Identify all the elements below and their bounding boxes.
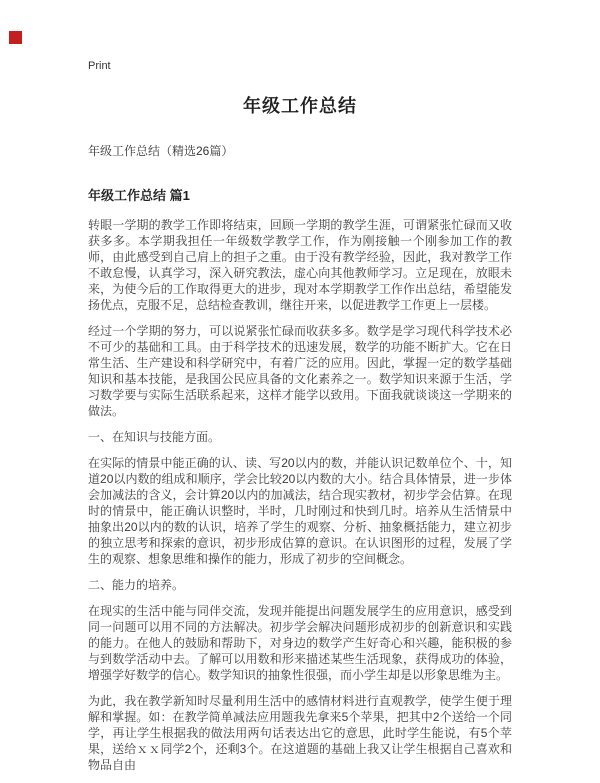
section-heading: 年级工作总结 篇1 [88, 188, 190, 203]
paragraph: 经过一个学期的努力，可以说紧张忙碌而收获多多。数学是学习现代科学技术必不可少的基础和工具。由于科学技术的迅速发展，数学的功能不断扩大。它在日常生活、生产建设和科学研究中，有着广泛的应用。因此，掌握一定的数学基础知识和基本技能，是我国公民应具备的文化素养之一。数学知识来源于生活，学习数学要与实际生活联系起来，这样才能学以致用。下面我就谈谈这一学期来的做法。 [88, 324, 512, 418]
page-subtitle: 年级工作总结（精选26篇） [88, 144, 234, 158]
article-content [88, 92, 512, 783]
subheading-knowledge-skills: 一、在知识与技能方面。 [88, 430, 221, 444]
page-title: 年级工作总结 [243, 96, 357, 116]
paragraph: 在现实的生活中能与同伴交流，发现并能提出问题发展学生的应用意识，感受到同一问题可以用不同的方法解决。初步学会解决问题形成初步的创新意识和实践的能力。在他人的鼓励和帮助下，对身边的数学产生好奇心和兴趣，能积极的参与到数学活动中去。了解可以用数和形来描述某些生活现象，获得成功的体验，增强学好数学的信心。数学知识的抽象性很强，而小学生却是以形象思维为主。 [88, 604, 512, 682]
site-logo-icon [9, 31, 22, 44]
paragraph: 为此，我在教学新知时尽量利用生活中的感情材料进行直观教学，使学生便于理解和掌握。如：在教学简单减法应用题我先拿来5个苹果，把其中2个送给一个同学，再让学生根据我的做法用两句话表达出它的意思，此时学生能说，有5个苹果，送给ｘｘ同学2个，还剩3个。在这道题的基础上我又让学生根据自己喜欢和物品自由 [88, 694, 512, 772]
subheading-ability-training: 二、能力的培养。 [88, 578, 185, 592]
paragraph: 在实际的情景中能正确的认、读、写20以内的数，并能认识记数单位个、十，知道20以内数的组成和顺序，学会比较20以内数的大小。结合具体情景，进一步体会加减法的含义，会计算20以内的加减法，结合现实教材，初步学会估算。在现时的情景中，能正确认识整时，半时，几时刚过和快到几时。培养从生活情景中抽象出20以内的数的认识，培养了学生的观察、分析、抽象概括能力，建立初步的独立思考和探索的意识，初步形成估算的意识。在认识图形的过程，发展了学生的观察、想象思维和操作的能力，形成了初步的空间概念。 [88, 456, 512, 566]
paragraph: 转眼一学期的教学工作即将结束，回顾一学期的教学生涯，可谓紧张忙碌而又收获多多。本学期我担任一年级数学教学工作，作为刚接触一个刚参加工作的教师，由此感受到自己肩上的担子之重。由于没有教学经验，因此，我对教学工作不敢怠慢，认真学习，深入研究教法，虚心向其他教师学习。立足现在，放眼未来，为使今后的工作取得更大的进步，现对本学期教学工作作出总结，希望能发扬优点，克服不足，总结检查教训，继往开来，以促进教学工作更上一层楼。 [88, 218, 512, 312]
print-link[interactable]: Print [88, 60, 111, 72]
